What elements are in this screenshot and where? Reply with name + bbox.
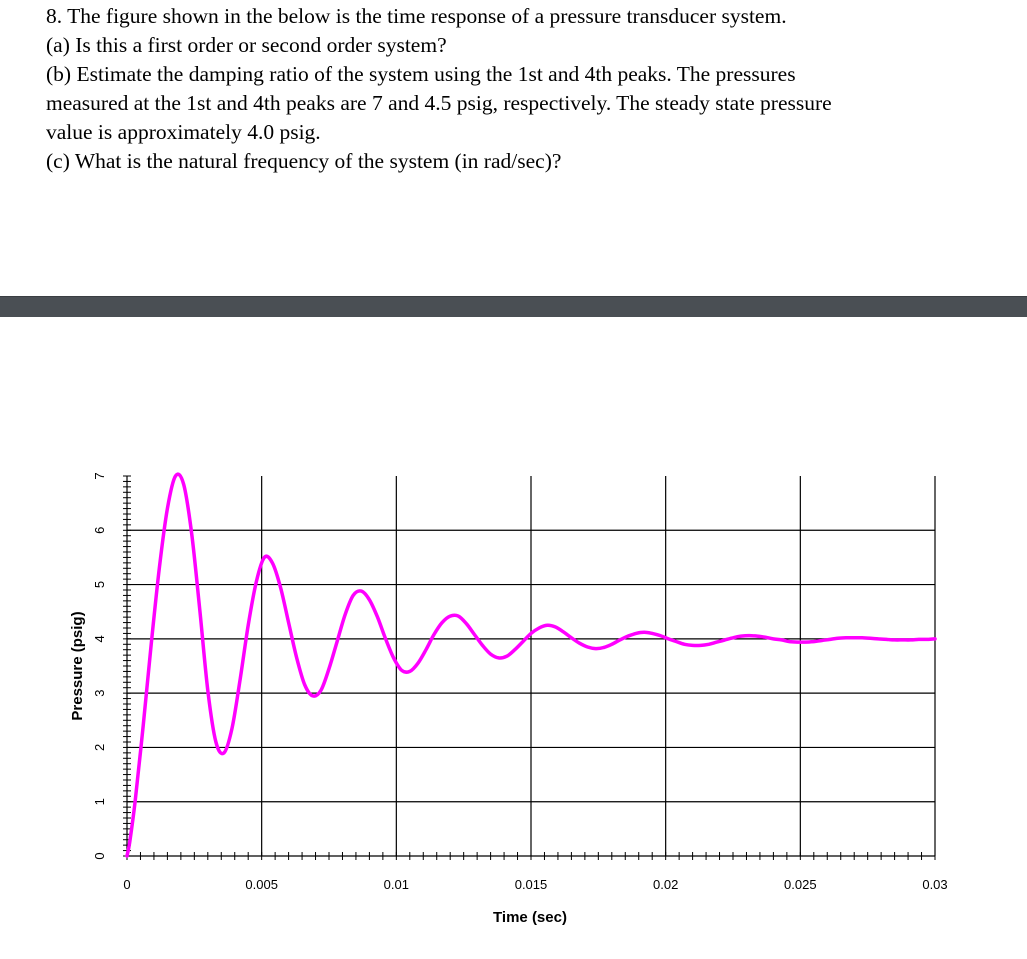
question-line: value is approximately 4.0 psig. [46, 120, 321, 144]
y-tick-label: 4 [92, 635, 107, 643]
y-tick-label: 1 [92, 798, 107, 806]
x-tick-label: 0.025 [784, 877, 817, 892]
y-tick-label: 6 [92, 526, 107, 534]
x-tick-label: 0.01 [383, 877, 409, 892]
question-line: measured at the 1st and 4th peaks are 7 and 4.5 psig, respectively. The steady state pressure [46, 91, 832, 115]
x-tick-label: 0.015 [514, 877, 548, 892]
x-axis-title: Time (sec) [493, 909, 567, 926]
question-line: (c) What is the natural frequency of the system (in rad/sec)? [46, 149, 562, 173]
x-tick-label: 0.005 [245, 877, 278, 892]
x-tick-label: 0 [123, 877, 131, 892]
y-tick-label: 3 [92, 689, 107, 697]
question-line: 8. The figure shown in the below is the time response of a pressure transducer system. [46, 4, 787, 28]
x-tick-label: 0.02 [653, 877, 679, 892]
question-line: (b) Estimate the damping ratio of the system using the 1st and 4th peaks. The pressures [46, 62, 796, 86]
y-tick-label: 7 [92, 472, 107, 480]
x-tick-label: 0.03 [922, 877, 948, 892]
y-axis-title: Pressure (psig) [69, 611, 86, 721]
question-line: (a) Is this a first order or second order system? [46, 33, 447, 57]
y-tick-label: 2 [92, 743, 107, 752]
y-tick-label: 0 [92, 852, 107, 860]
y-tick-label: 5 [92, 580, 107, 589]
